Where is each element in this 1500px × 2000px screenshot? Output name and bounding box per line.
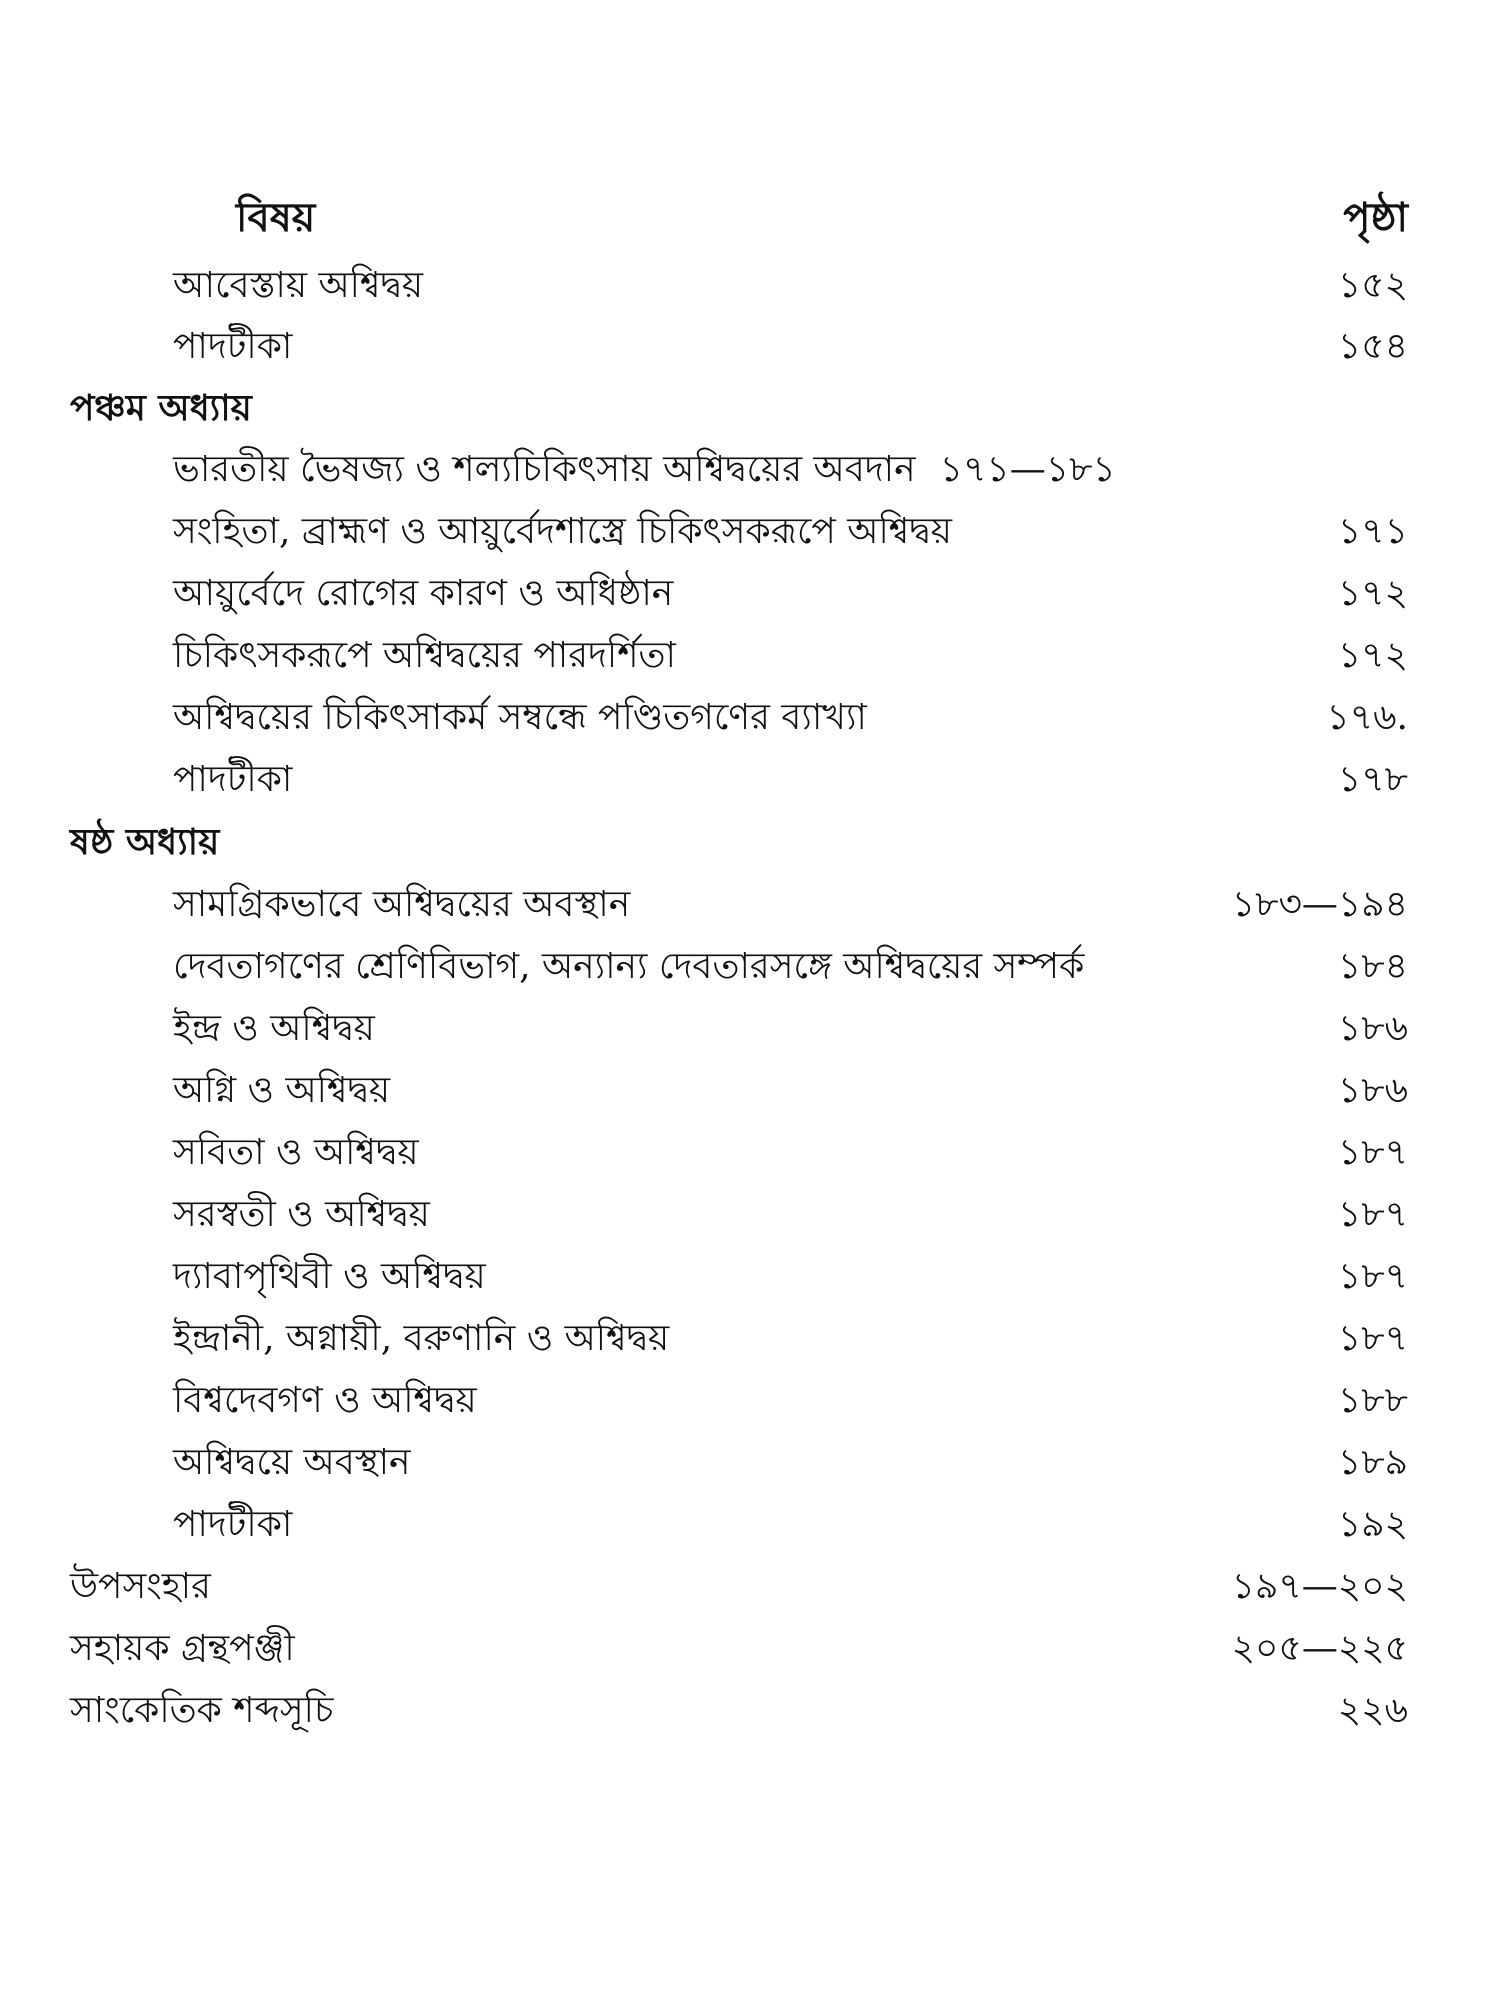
toc-entry-page: ১৮৭ — [1337, 1132, 1408, 1173]
toc-entry-title: অগ্নি ও অশ্বিদ্বয় — [173, 1070, 391, 1111]
toc-entry-page: ১৭২ — [1337, 573, 1408, 614]
toc-entry-title: পাদটীকা — [173, 1504, 293, 1545]
toc-entry-title: ইন্দ্র ও অশ্বিদ্বয় — [173, 1008, 375, 1049]
toc-entry-page: ১৭১—১৮১ — [939, 449, 1116, 490]
chapter-heading — [0, 378, 1500, 438]
toc-entry — [0, 626, 1500, 686]
toc-entry-title: সরস্বতী ও অশ্বিদ্বয় — [173, 1194, 430, 1235]
toc-entry — [0, 502, 1500, 562]
toc-entry-page: ১৮৬ — [1337, 1008, 1408, 1049]
chapter-title: ষষ্ঠ অধ্যায় — [70, 821, 220, 863]
toc-entry-page: ১৯২ — [1337, 1504, 1408, 1545]
toc-entry-page: ১৭৬. — [1326, 697, 1408, 738]
toc-entry-title — [173, 440, 1116, 500]
toc-entry — [0, 875, 1500, 935]
toc-entry — [0, 1123, 1500, 1183]
toc-entry — [0, 564, 1500, 624]
toc-entry — [0, 440, 1500, 500]
toc-entry-page: ২২৬ — [1337, 1690, 1408, 1731]
toc-entry-title: আয়ুর্বেদে রোগের কারণ ও অধিষ্ঠান — [173, 573, 674, 614]
toc-entry — [0, 317, 1500, 377]
toc-entry — [0, 999, 1500, 1059]
toc-entry-page: ১৯৭—২০২ — [1231, 1566, 1408, 1607]
toc-entry-title: চিকিৎসকরূপে অশ্বিদ্বয়ের পারদর্শিতা — [173, 635, 676, 676]
toc-entry — [0, 1185, 1500, 1245]
toc-entry-page: ১৭৮ — [1337, 759, 1408, 800]
toc-entry-page: ১৮৭ — [1337, 1318, 1408, 1359]
toc-entry-page: ২০৫—২২৫ — [1231, 1628, 1408, 1669]
toc-entry-title: পাদটীকা — [173, 759, 293, 800]
toc-entry-title: সংহিতা, ব্রাহ্মণ ও আয়ুর্বেদশাস্ত্রে চিকিৎসকরূপে অশ্বিদ্বয় — [173, 511, 952, 552]
toc-header — [0, 188, 1500, 248]
toc-entry-page: ১৮৮ — [1337, 1380, 1408, 1421]
toc-entry — [0, 937, 1500, 997]
toc-entry-title: সবিতা ও অশ্বিদ্বয় — [173, 1132, 419, 1173]
toc-entry-title: সহায়ক গ্রন্থপঞ্জী — [70, 1628, 295, 1669]
toc-entry-title: অশ্বিদ্বয়ে অবস্থান — [173, 1442, 411, 1483]
toc-entry-page: ১৮৬ — [1337, 1070, 1408, 1111]
toc-entry-title: আবেস্তায় অশ্বিদ্বয় — [173, 265, 424, 306]
toc-entry-title: দ্যাবাপৃথিবী ও অশ্বিদ্বয় — [173, 1256, 486, 1297]
toc-entry — [0, 1495, 1500, 1555]
toc-entry — [0, 1061, 1500, 1121]
toc-entry-title: অশ্বিদ্বয়ের চিকিৎসাকর্ম সম্বন্ধে পণ্ডিতগণের ব্যাখ্যা — [173, 697, 867, 738]
toc-entry-title: সাংকেতিক শব্দসূচি — [70, 1690, 334, 1731]
toc-entry-page: ১৫৪ — [1337, 326, 1408, 367]
toc-entry-page: ১৮৩—১৯৪ — [1231, 884, 1408, 925]
toc-entry-title: পাদটীকা — [173, 326, 293, 367]
page-column-heading: পৃষ্ঠা — [1343, 194, 1408, 241]
toc-entry-title: সামগ্রিকভাবে অশ্বিদ্বয়ের অবস্থান — [173, 884, 631, 925]
chapter-heading — [0, 812, 1500, 872]
subject-column-heading: বিষয় — [236, 194, 316, 241]
toc-entry-page: ১৫২ — [1337, 265, 1408, 306]
toc-entry-page: ১৭২ — [1337, 635, 1408, 676]
chapter-title: পঞ্চম অধ্যায় — [70, 387, 252, 429]
toc-entry — [0, 688, 1500, 748]
toc-entry — [0, 1309, 1500, 1369]
toc-entry-title: উপসংহার — [70, 1566, 211, 1607]
toc-entry-page: ১৭১ — [1337, 511, 1408, 552]
toc-entry — [0, 1557, 1500, 1617]
toc-entry-page: ১৮৭ — [1337, 1194, 1408, 1235]
toc-entry-text: ভারতীয় ভৈষজ্য ও শল্যচিকিৎসায় অশ্বিদ্বয়ের অবদান — [173, 449, 916, 490]
toc-entry-page: ১৮৪ — [1337, 946, 1408, 987]
toc-entry — [0, 1619, 1500, 1679]
toc-entry-title: ইন্দ্রানী, অগ্নায়ী, বরুণানি ও অশ্বিদ্বয় — [173, 1318, 670, 1359]
toc-entry-page: ১৮৭ — [1337, 1256, 1408, 1297]
toc-entry — [0, 750, 1500, 810]
toc-entry-page: ১৮৯ — [1337, 1442, 1408, 1483]
toc-entry — [0, 256, 1500, 316]
toc-entry — [0, 1247, 1500, 1307]
toc-entry-title: দেবতাগণের শ্রেণিবিভাগ, অন্যান্য দেবতারসঙ্গে অশ্বিদ্বয়ের সম্পর্ক — [173, 946, 1085, 987]
toc-entry — [0, 1433, 1500, 1493]
toc-entry-title: বিশ্বদেবগণ ও অশ্বিদ্বয় — [173, 1380, 477, 1421]
toc-entry — [0, 1371, 1500, 1431]
toc-entry — [0, 1681, 1500, 1741]
